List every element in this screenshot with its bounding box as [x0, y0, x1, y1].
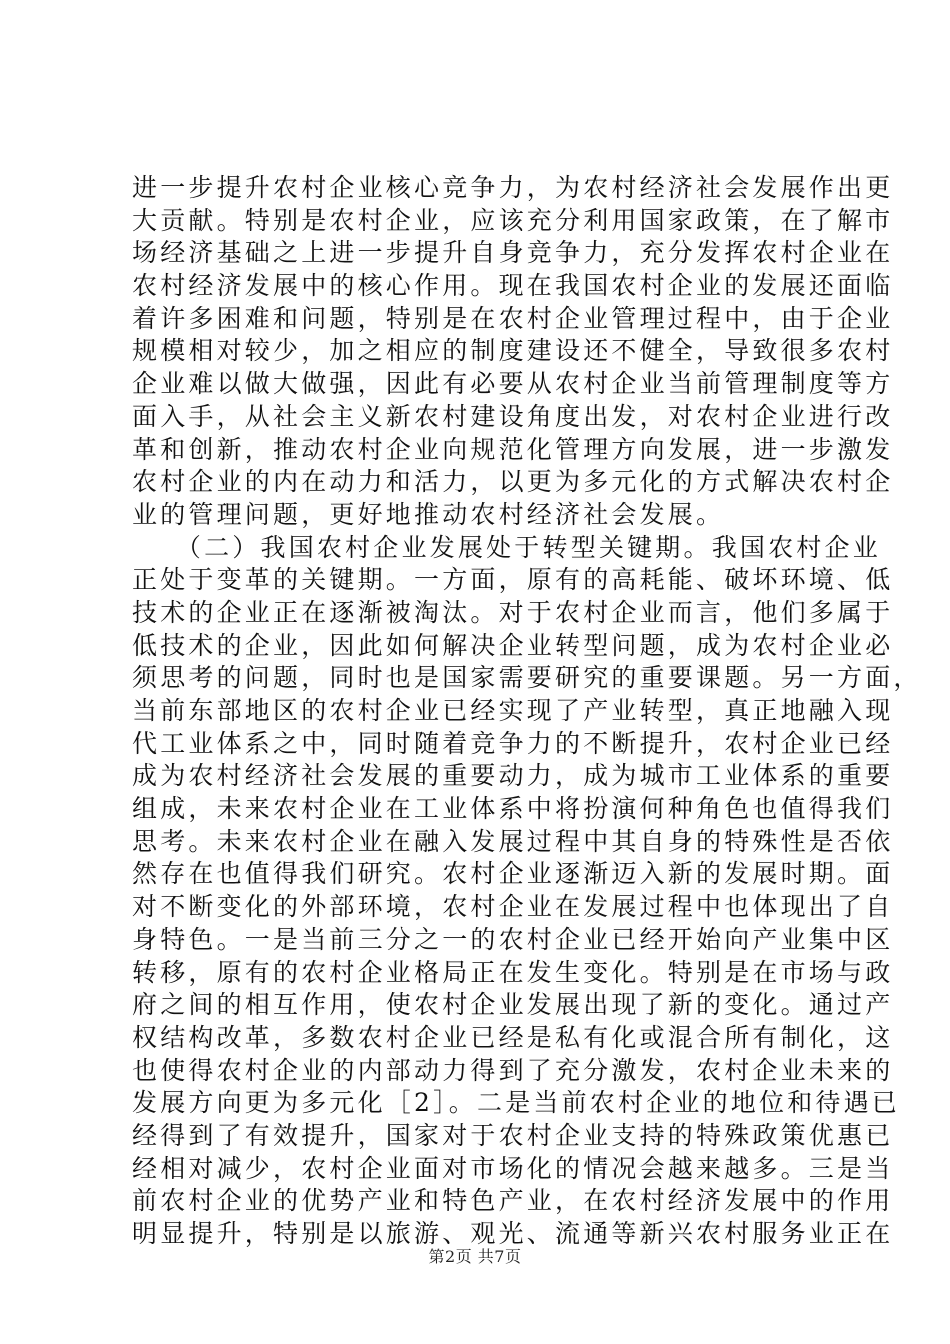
- text-line: 转移，原有的农村企业格局正在发生变化。特别是在市场与政: [132, 957, 894, 987]
- text-line: 农村经济发展中的核心作用。现在我国农村企业的发展还面临: [132, 271, 894, 301]
- text-line: 企业难以做大做强，因此有必要从农村企业当前管理制度等方: [132, 369, 894, 399]
- text-line: 身特色。一是当前三分之一的农村企业已经开始向产业集中区: [132, 924, 894, 954]
- text-line: 对不断变化的外部环境，农村企业在发展过程中也体现出了自: [132, 892, 894, 922]
- text-line: 经得到了有效提升，国家对于农村企业支持的特殊政策优惠已: [132, 1120, 894, 1150]
- text-line: 然存在也值得我们研究。农村企业逐渐迈入新的发展时期。面: [132, 859, 894, 889]
- text-line: 技术的企业正在逐渐被淘汰。对于农村企业而言，他们多属于: [132, 597, 894, 627]
- text-line: 前农村企业的优势产业和特色产业，在农村经济发展中的作用: [132, 1186, 894, 1216]
- text-line: 农村企业的内在动力和活力，以更为多元化的方式解决农村企: [132, 467, 894, 497]
- text-line: 明显提升，特别是以旅游、观光、流通等新兴农村服务业正在: [132, 1219, 894, 1248]
- text-line: 组成，未来农村企业在工业体系中将扮演何种角色也值得我们: [132, 794, 894, 824]
- text-line: 当前东部地区的农村企业已经实现了产业转型，真正地融入现: [132, 696, 894, 725]
- text-line: 思考。未来农村企业在融入发展过程中其自身的特殊性是否依: [132, 826, 894, 856]
- text-line: 权结构改革，多数农村企业已经是私有化或混合所有制化，这: [132, 1022, 894, 1052]
- text-line: 须思考的问题，同时也是国家需要研究的重要课题。另一方面，: [132, 663, 922, 693]
- page-number-label: 第2页 共7页: [428, 1247, 522, 1266]
- page-footer: [0, 1244, 950, 1267]
- text-line: 低技术的企业，因此如何解决企业转型问题，成为农村企业必: [132, 630, 894, 660]
- text-line: 府之间的相互作用，使农村企业发展出现了新的变化。通过产: [132, 990, 894, 1020]
- text-line: 场经济基础之上进一步提升自身竞争力，充分发挥农村企业在: [132, 238, 894, 268]
- paragraph-2: [132, 532, 922, 1251]
- text-line: 成为农村经济社会发展的重要动力，成为城市工业体系的重要: [132, 761, 894, 791]
- text-line: （二）我国农村企业发展处于转型关键期。我国农村企业: [132, 532, 881, 562]
- text-line: 规模相对较少，加之相应的制度建设还不健全，导致很多农村: [132, 336, 894, 366]
- text-line: 也使得农村企业的内部动力得到了充分激发，农村企业未来的: [132, 1055, 894, 1085]
- body-text: [132, 172, 922, 1251]
- text-line: 进一步提升农村企业核心竞争力，为农村经济社会发展作出更: [132, 173, 894, 202]
- text-line: 面入手，从社会主义新农村建设角度出发，对农村企业进行改: [132, 401, 894, 431]
- text-line: 革和创新，推动农村企业向规范化管理方向发展，进一步激发: [132, 434, 894, 464]
- text-line: 代工业体系之中，同时随着竞争力的不断提升，农村企业已经: [132, 728, 894, 758]
- text-line: 业的管理问题，更好地推动农村经济社会发展。: [132, 499, 725, 529]
- text-line: 正处于变革的关键期。一方面，原有的高耗能、破坏环境、低: [132, 565, 894, 595]
- text-line: 着许多困难和问题，特别是在农村企业管理过程中，由于企业: [132, 303, 894, 333]
- text-line: 大贡献。特别是农村企业，应该充分利用国家政策，在了解市: [132, 205, 894, 235]
- paragraph-1: [132, 172, 894, 532]
- text-line: 发展方向更为多元化［2］。二是当前农村企业的地位和待遇已: [132, 1088, 901, 1118]
- text-line: 经相对减少，农村企业面对市场化的情况会越来越多。三是当: [132, 1153, 894, 1183]
